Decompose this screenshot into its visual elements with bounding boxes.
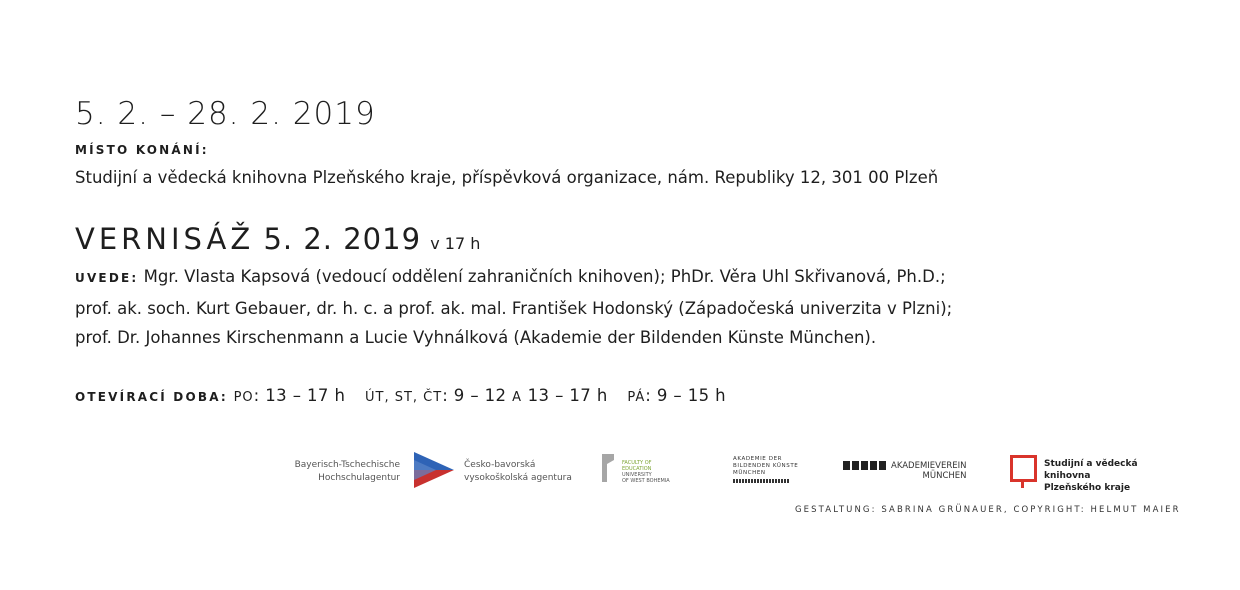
adbk-line-2: BILDENDEN KÜNSTE xyxy=(733,463,799,469)
weekday-label: ÚT, ST, ČT xyxy=(364,390,443,405)
monday-label: PO xyxy=(233,390,254,405)
weekday-hours-morning: 9 – 12 xyxy=(453,386,507,405)
speakers-line-2: prof. ak. soch. Kurt Gebauer, dr. h. c. a prof. ak. mal. František Hodonský (Západočeská univerzita v Plzni); xyxy=(75,298,953,318)
monday-hours: 13 – 17 h xyxy=(265,386,346,405)
adbk-barcode-icon xyxy=(733,479,789,483)
vernissage-date: 5. 2. 2019 xyxy=(263,222,422,256)
svk-line-1: Studijní a vědecká knihovna xyxy=(1044,459,1138,481)
and-word: A xyxy=(512,390,522,405)
svk-logo-text xyxy=(1044,458,1184,494)
vernissage-label: VERNISÁŽ xyxy=(75,222,255,256)
fedu-line-1: FACULTY OF EDUCATION xyxy=(622,460,652,472)
akv-line-1: AKADEMIEVEREIN xyxy=(891,461,967,471)
akv-block-icon xyxy=(879,461,886,470)
akv-block-icon xyxy=(870,461,877,470)
weekday-hours-afternoon: 13 – 17 h xyxy=(527,386,608,405)
friday-label: PÁ xyxy=(627,390,646,405)
venue-address: Studijní a vědecká knihovna Plzeňského kraje, příspěvková organizace, nám. Republiky 12, 301 00 Plzeň xyxy=(75,168,939,187)
akv-block-icon xyxy=(843,461,850,470)
vernissage-time: v 17 h xyxy=(430,234,481,253)
speakers-line-3: prof. Dr. Johannes Kirschenmann a Lucie Vyhnálková (Akademie der Bildenden Künste München). xyxy=(75,328,877,347)
faculty-logo-text xyxy=(622,460,682,484)
credits: GESTALTUNG: SABRINA GRÜNAUER, COPYRIGHT: HELMUT MAIER xyxy=(795,505,1181,515)
akv-block-icon xyxy=(861,461,868,470)
akv-line-2: MÜNCHEN xyxy=(922,471,967,481)
speakers-block xyxy=(75,262,952,353)
speakers-text-1: Mgr. Vlasta Kapsová (vedoucí oddělení zahraničních knihoven); PhDr. Věra Uhl Skřivanová, Ph.D.; xyxy=(143,267,946,286)
fedu-line-2: UNIVERSITY xyxy=(622,472,652,478)
adbk-logo xyxy=(733,456,813,483)
bth-logo-text xyxy=(290,459,400,485)
bth-line-2: Hochschulagentur xyxy=(318,473,400,483)
venue-label: MÍSTO KONÁNÍ: xyxy=(75,143,209,157)
speakers-line-1 xyxy=(75,262,952,294)
speakers-label: UVEDE: xyxy=(75,271,139,285)
vernissage-heading xyxy=(75,222,480,256)
exhibition-date-range: 5. 2. – 28. 2. 2019 xyxy=(75,96,376,132)
cbva-line-2: vysokoškolská agentura xyxy=(464,473,572,483)
akv-block-icon xyxy=(852,461,859,470)
friday-hours: 9 – 15 h xyxy=(656,386,727,405)
bth-logo-icon xyxy=(414,452,454,492)
opening-hours: OTEVÍRACÍ DOBA: PO: 13 – 17 h ÚT, ST, ČT: 9 – 12 A 13 – 17 h PÁ: 9 – 15 h xyxy=(75,386,727,405)
faculty-logo-icon xyxy=(600,454,616,486)
adbk-line-3: MÜNCHEN xyxy=(733,470,766,476)
fedu-line-3: OF WEST BOHEMIA xyxy=(622,478,670,484)
opening-hours-label: OTEVÍRACÍ DOBA: xyxy=(75,390,228,404)
cbva-line-1: Česko-bavorská xyxy=(464,460,536,470)
akademieverein-logo xyxy=(843,461,967,481)
bth-line-1: Bayerisch-Tschechische xyxy=(294,460,400,470)
svk-logo-icon xyxy=(1010,455,1038,493)
cbva-logo-text xyxy=(464,459,574,485)
svk-line-2: Plzeňského kraje xyxy=(1044,483,1131,493)
adbk-line-1: AKADEMIE DER xyxy=(733,456,783,462)
